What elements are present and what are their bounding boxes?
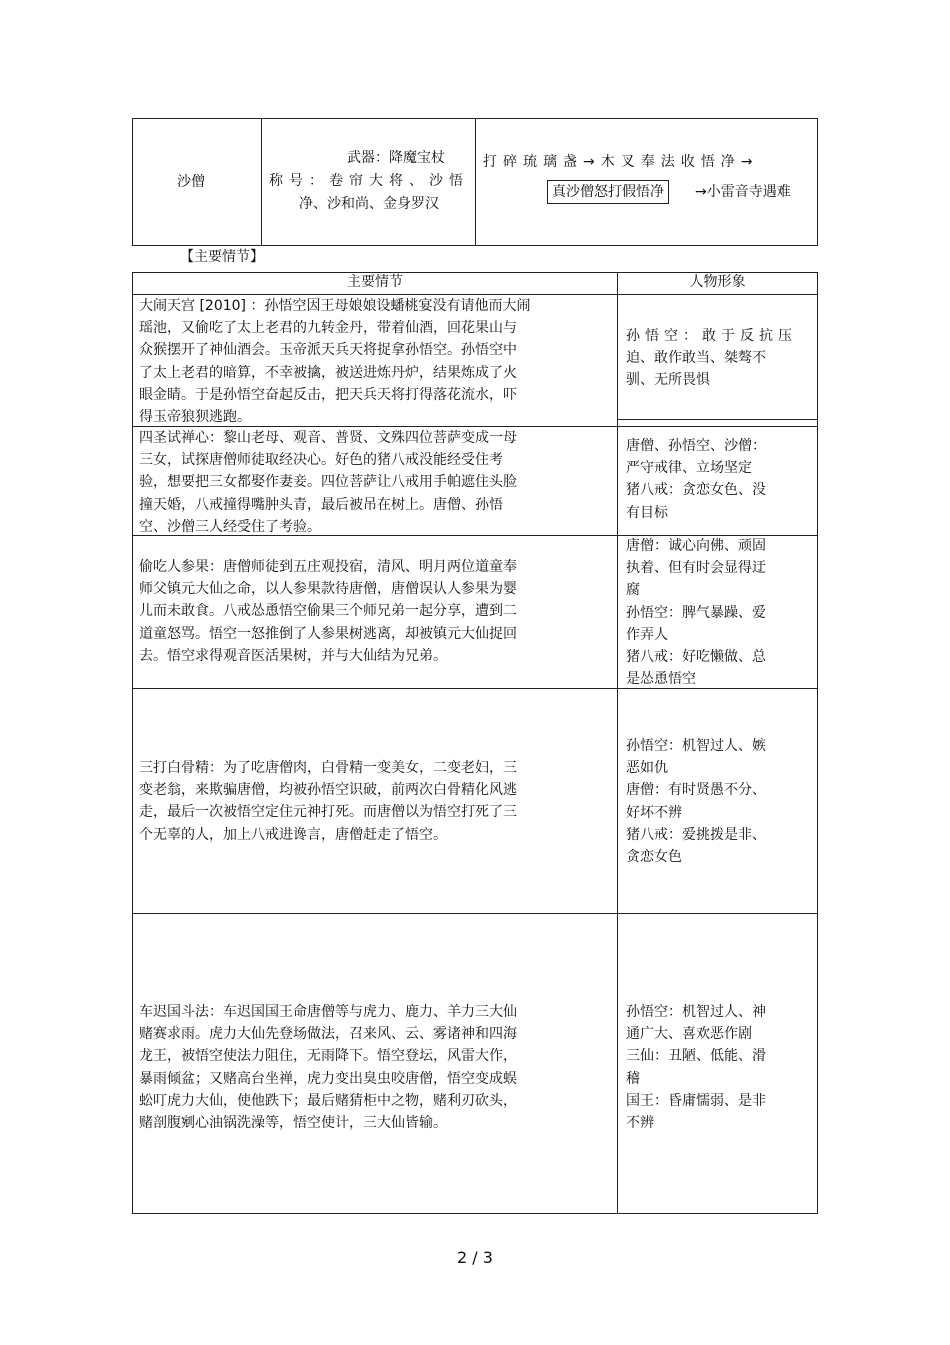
- character-titles-line2: 净、沙和尚、金身罗汉: [299, 196, 439, 212]
- text-line: 猪八戒：好吃懒做、总: [626, 649, 766, 666]
- section-label: 【主要情节】: [180, 249, 264, 265]
- table-row-plot: [139, 757, 613, 846]
- text-line: 撞天婚，八戒撞得嘴肿头青，最后被吊在树上。唐僧、孙悟: [139, 496, 503, 513]
- story-boxed-event: 真沙僧怒打假悟净: [547, 180, 669, 204]
- text-line: 赌赛求雨。虎力大仙先登场做法，召来风、云、雾诸神和四海: [139, 1026, 517, 1043]
- table-row-plot: [139, 427, 613, 538]
- text-line: 个无辜的人，加上八戒进谗言，唐僧赶走了悟空。: [139, 826, 447, 843]
- text-line: 三打白骨精：为了吃唐僧肉，白骨精一变美女，二变老妇，三: [139, 760, 517, 776]
- text-line: 眼金睛。于是孙悟空奋起反击，把天兵天将打得落花流水，吓: [139, 386, 517, 403]
- text-line: 变老翁，来欺骗唐僧，均被孙悟空识破，前两次白骨精化风逃: [139, 782, 517, 799]
- text-line: 孙悟空：机智过人、神: [626, 1004, 766, 1020]
- table-row-plot: [139, 1001, 613, 1134]
- character-info-cell: [261, 119, 476, 245]
- text-line: 赌剖腹剜心油锅洗澡等，悟空使计，三大仙皆输。: [139, 1115, 447, 1132]
- header-plot: 主要情节: [347, 274, 403, 290]
- text-line: 作弄人: [626, 626, 668, 643]
- header-image: 人物形象: [689, 274, 746, 290]
- text-line: 恶如仇: [626, 760, 668, 777]
- text-line: 空、沙僧三人经受住了考验。: [139, 518, 321, 535]
- text-line: 暴雨倾盆；又赌高台坐禅，虎力变出臭虫咬唐僧，悟空变成蜈: [139, 1070, 517, 1087]
- text-line: 孙悟空：脾气暴躁、爱: [626, 604, 766, 621]
- text-line: 稽: [626, 1070, 640, 1087]
- text-line: 是怂恿悟空: [626, 671, 696, 688]
- column-divider: [617, 273, 618, 1213]
- text-line: 蚣叮虎力大仙，使他跌下；最后赌猜柜中之物，赌利刃砍头，: [139, 1092, 517, 1109]
- text-line: 师父镇元大仙之命，以人参果款待唐僧，唐僧误认人参果为婴: [139, 581, 517, 598]
- table-row-image: [626, 1001, 810, 1134]
- text-line: 四圣试禅心：黎山老母、观音、普贤、文殊四位菩萨变成一母: [139, 430, 517, 446]
- table-row-image: [626, 535, 810, 690]
- text-line: 唐僧、孙悟空、沙僧：: [626, 438, 766, 454]
- text-line: 好坏不辨: [626, 804, 682, 821]
- text-line: 驯、无所畏惧: [626, 372, 710, 389]
- table-row-image: [626, 735, 810, 868]
- character-name: 沙僧: [177, 174, 205, 190]
- text-line: 三女，试探唐僧师徒取经决心。好色的猪八戒没能经受住考: [139, 452, 503, 469]
- text-line: 验，想要把三女都娶作妻妾。四位菩萨让八戒用手帕遮住头脸: [139, 474, 517, 491]
- text-line: 通广大、喜欢恶作剧: [626, 1026, 752, 1043]
- row-divider: [133, 913, 817, 914]
- text-line: 车迟国斗法：车迟国国王命唐僧等与虎力、鹿力、羊力三大仙: [139, 1004, 517, 1020]
- text-line: 不辨: [626, 1115, 654, 1132]
- character-titles-line1: 称号：卷帘大将、沙悟: [269, 173, 469, 189]
- row-divider-right: [618, 419, 817, 420]
- table-row-image: [626, 435, 810, 524]
- text-line: 迫、敢作敢当、桀骜不: [626, 350, 766, 367]
- table-row-plot: [139, 556, 613, 667]
- text-line: 腐: [626, 582, 640, 599]
- text-line: 国王：昏庸懦弱、是非: [626, 1092, 766, 1109]
- character-table: [132, 118, 818, 246]
- character-name-cell: [133, 119, 262, 245]
- text-line: 道童怒骂。悟空一怒推倒了人参果树逃离，却被镇元大仙捉回: [139, 625, 517, 642]
- text-line: 偷吃人参果：唐僧师徒到五庄观投宿，清风、明月两位道童奉: [139, 559, 517, 575]
- text-line: 三仙：丑陋、低能、滑: [626, 1048, 766, 1065]
- table-row-plot: [139, 295, 613, 428]
- text-line: 有目标: [626, 504, 668, 521]
- text-line: 瑶池，又偷吃了太上老君的九转金丹，带着仙酒，回花果山与: [139, 320, 517, 337]
- table-row-image: [626, 325, 810, 392]
- text-line: 得玉帝狼狈逃跑。: [139, 409, 251, 426]
- text-line: 贪恋女色: [626, 849, 682, 866]
- text-line: 走，最后一次被悟空定住元神打死。而唐僧以为悟空打死了三: [139, 804, 517, 821]
- text-line: 儿而未敢食。八戒怂恿悟空偷果三个师兄弟一起分享，遭到二: [139, 603, 517, 620]
- text-line: 大闹天宫 [2010] ：孙悟空因王母娘娘设蟠桃宴没有请他而大闹: [139, 298, 531, 314]
- text-line: 龙王，被悟空使法力阻住，无雨降下。悟空登坛，风雷大作，: [139, 1048, 517, 1065]
- text-line: 了太上老君的暗算，不幸被擒，被送进炼丹炉，结果炼成了火: [139, 364, 517, 381]
- text-line: 去。悟空求得观音医活果树，并与大仙结为兄弟。: [139, 647, 447, 664]
- text-line: 猪八戒：爱挑拨是非、: [626, 826, 766, 843]
- story-line2: →小雷音寺遇难: [695, 184, 791, 200]
- story-line1: 打碎琉璃盏→木叉奉法收悟净→: [483, 154, 759, 170]
- text-line: 众猴摆开了神仙酒会。玉帝派天兵天将捉拿孙悟空。孙悟空中: [139, 342, 517, 359]
- text-line: 唐僧：有时贤愚不分、: [626, 782, 766, 799]
- text-line: 孙悟空：机智过人、嫉: [626, 738, 766, 754]
- text-line: 严守戒律、立场坚定: [626, 460, 752, 477]
- text-line: 猪八戒：贪恋女色、没: [626, 482, 766, 499]
- character-weapon: 武器：降魔宝杖: [347, 150, 445, 166]
- page-number: 2 / 3: [457, 1248, 493, 1267]
- character-story-cell: [475, 119, 817, 245]
- text-line: 唐僧：诚心向佛、顽固: [626, 538, 766, 554]
- text-line: 执着、但有时会显得迂: [626, 560, 766, 577]
- main-plot-table: [132, 272, 818, 1214]
- text-line: 孙悟空：敢于反抗压: [626, 328, 797, 344]
